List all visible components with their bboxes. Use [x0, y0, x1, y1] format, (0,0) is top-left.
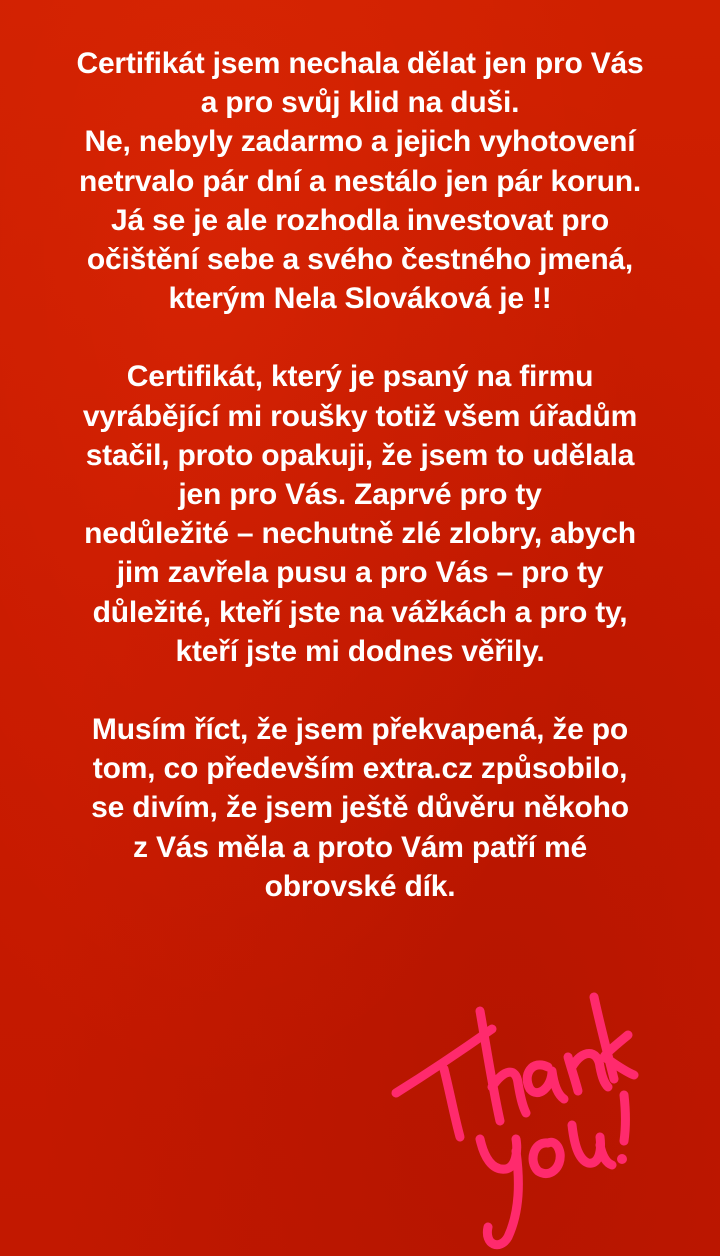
text-line: jim zavřela pusu a pro Vás – pro ty	[116, 556, 604, 590]
text-line: se divím, že jsem ještě důvěru někoho	[91, 791, 629, 825]
text-line: důležité, kteří jste na vážkách a pro ty,	[92, 595, 628, 629]
text-line: nedůležité – nechutně zlé zlobry, abych	[84, 517, 636, 551]
text-line: Ne, nebyly zadarmo a jejich vyhotovení	[84, 125, 636, 159]
thank-you-sticker[interactable]	[388, 975, 638, 1255]
text-line: tom, co především extra.cz způsobilo,	[92, 752, 628, 786]
paragraph-3	[20, 710, 700, 906]
paragraph-1	[20, 44, 700, 318]
text-line: vyrábějící mi roušky totiž všem úřadům	[82, 399, 638, 433]
text-line: obrovské dík.	[264, 869, 456, 903]
text-line: Musím říct, že jsem překvapená, že po	[91, 713, 629, 747]
text-line: Certifikát, který je psaný na firmu	[126, 360, 594, 394]
text-line: Certifikát jsem nechala dělat jen pro Vás	[76, 47, 644, 80]
text-line: kterým Nela Slováková je !!	[168, 282, 552, 316]
text-line: z Vás měla a proto Vám patří mé	[133, 830, 587, 864]
text-line: stačil, proto opakuji, že jsem to udělala	[85, 438, 635, 472]
paragraph-2	[20, 357, 700, 671]
story-text	[20, 44, 700, 906]
text-line: Já se je ale rozhodla investovat pro	[111, 203, 609, 237]
text-line: očištění sebe a svého čestného jmená,	[86, 243, 634, 277]
text-line: netrvalo pár dní a nestálo jen pár korun.	[79, 164, 641, 198]
text-line: jen pro Vás. Zaprvé pro ty	[178, 478, 542, 512]
text-line: a pro svůj klid na duši.	[200, 86, 520, 120]
text-line: kteří jste mi dodnes věřily.	[175, 634, 545, 668]
thank-you-handwriting-icon	[388, 975, 638, 1255]
